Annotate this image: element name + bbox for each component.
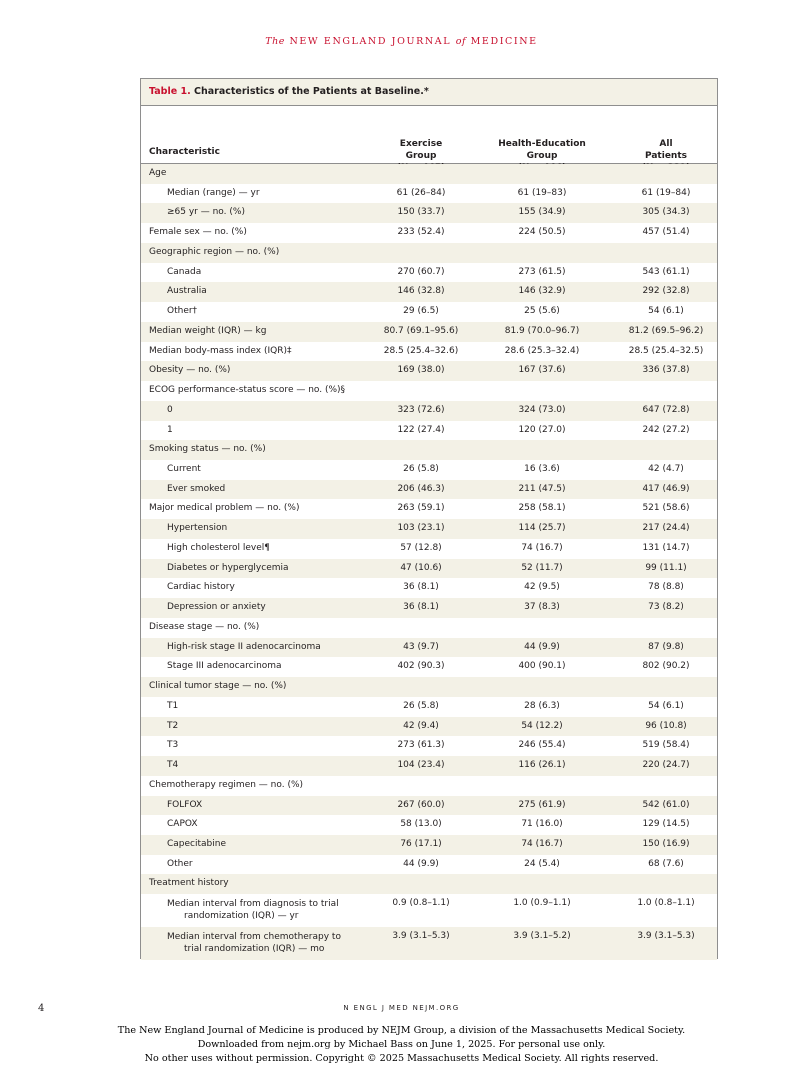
row-label: Capecitabine [167,838,226,849]
column-header-line: Patients [645,151,687,161]
table-row [141,657,717,677]
row-label: Chemotherapy regimen — no. (%) [149,779,304,790]
row-value-health-education: 273 (61.5) [518,266,566,277]
row-value-all-patients: 543 (61.1) [642,266,690,277]
row-value-health-education: 275 (61.9) [518,799,566,810]
row-value-all-patients: 802 (90.2) [642,661,690,672]
table-row [141,342,717,362]
row-label: Depression or anxiety [167,602,266,613]
table-row [141,164,717,184]
row-value-all-patients: 131 (14.7) [642,542,690,553]
row-label: Other [167,858,193,869]
row-label: T1 [167,700,179,711]
row-value-health-education: 74 (16.7) [521,542,563,553]
row-value-exercise: 44 (9.9) [403,858,439,869]
table-row [141,796,717,816]
row-label: Ever smoked [167,483,226,494]
table-row [141,263,717,283]
row-label-line: trial randomization (IQR) — mo [184,944,325,955]
row-label: Geographic region — no. (%) [149,246,280,257]
table-row [141,927,717,960]
row-value-exercise: 61 (26–84) [396,187,446,198]
row-value-all-patients: 457 (51.4) [642,227,690,238]
row-label: T4 [167,760,179,771]
table-row [141,894,717,927]
row-label: CAPOX [167,819,198,830]
row-value-health-education: 116 (26.1) [518,760,566,771]
row-label-line: randomization (IQR) — yr [184,911,299,922]
table-title: Characteristics of the Patients at Baseline.* [194,86,429,97]
row-label [167,898,339,922]
copyright-line: The New England Journal of Medicine is produced by NEJM Group, a division of the Massachusetts Medical Society. [117,1025,686,1036]
row-label: T2 [167,720,179,731]
row-value-exercise: 29 (6.5) [403,306,439,317]
table-row [141,480,717,500]
copyright-line: No other uses without permission. Copyright © 2025 Massachusetts Medical Society. All rights reserved. [144,1053,659,1064]
table-row [141,519,717,539]
row-value-health-education: 61 (19–83) [517,187,567,198]
row-value-exercise: 28.5 (25.4–32.6) [383,345,459,356]
copyright-line: Downloaded from nejm.org by Michael Bass on June 1, 2025. For personal use only. [197,1039,606,1050]
row-value-all-patients: 242 (27.2) [642,424,690,435]
row-value-all-patients: 217 (24.4) [642,523,690,534]
row-label: Age [149,168,167,178]
table-body [141,164,717,960]
row-label: Canada [167,266,202,277]
journal-header-name: NEW ENGLAND JOURNAL [289,36,452,47]
row-label: Australia [167,286,207,297]
row-value-health-education: 167 (37.6) [518,365,566,376]
row-value-exercise: 150 (33.7) [397,207,445,218]
table-row [141,361,717,381]
row-value-exercise: 36 (8.1) [403,602,439,613]
row-value-all-patients: 521 (58.6) [642,503,690,514]
row-value-all-patients: 81.2 (69.5–96.2) [628,325,704,336]
table-row [141,223,717,243]
row-value-all-patients: 54 (6.1) [648,306,684,317]
row-value-all-patients: 150 (16.9) [642,838,690,849]
row-value-all-patients: 292 (32.8) [642,286,690,297]
table-row [141,421,717,441]
row-label: Hypertension [167,523,228,534]
table-row [141,401,717,421]
row-label: High cholesterol level¶ [167,542,270,553]
row-value-health-education: 224 (50.5) [518,227,566,238]
row-label: ≥65 yr — no. (%) [167,207,245,218]
row-value-all-patients: 61 (19–84) [641,187,691,198]
row-value-health-education: 44 (9.9) [524,641,560,652]
row-value-health-education: 74 (16.7) [521,838,563,849]
row-value-exercise: 206 (46.3) [397,483,445,494]
row-label: Smoking status — no. (%) [149,444,266,455]
table-row [141,618,717,638]
row-label: Median weight (IQR) — kg [149,325,267,336]
row-value-exercise: 76 (17.1) [400,838,442,849]
row-label: T3 [167,740,179,751]
row-value-exercise: 0.9 (0.8–1.1) [392,898,450,909]
row-value-exercise: 57 (12.8) [400,542,442,553]
row-value-all-patients: 28.5 (25.4–32.5) [628,345,704,356]
table-row [141,677,717,697]
row-value-health-education: 16 (3.6) [524,464,560,475]
table-row [141,243,717,263]
row-value-health-education: 146 (32.9) [518,286,566,297]
table-column-header [141,106,717,164]
table-row [141,440,717,460]
row-value-health-education: 3.9 (3.1–5.2) [513,931,571,942]
row-value-health-education: 25 (5.6) [524,306,560,317]
row-value-health-education: 1.0 (0.9–1.1) [513,898,571,909]
row-value-all-patients: 336 (37.8) [642,365,690,376]
column-header-characteristic: Characteristic [149,147,220,157]
row-value-all-patients: 87 (9.8) [648,641,684,652]
row-value-all-patients: 129 (14.5) [642,819,690,830]
table-row [141,559,717,579]
column-header-line: Group [405,151,437,161]
page-number: 4 [38,1003,45,1014]
row-label: Cardiac history [167,582,235,593]
row-value-exercise: 36 (8.1) [403,582,439,593]
row-value-all-patients: 68 (7.6) [648,858,684,869]
column-header-line: Exercise [399,139,443,149]
table-row [141,282,717,302]
table-row [141,460,717,480]
table-row [141,499,717,519]
row-label: 1 [167,424,173,435]
row-value-all-patients: 519 (58.4) [642,740,690,751]
table-number: Table 1. [149,86,191,97]
row-label: Disease stage — no. (%) [149,621,260,632]
row-label: Female sex — no. (%) [149,227,247,238]
row-value-exercise: 43 (9.7) [403,641,439,652]
row-value-exercise: 80.7 (69.1–95.6) [383,325,459,336]
row-value-exercise: 47 (10.6) [400,562,442,573]
row-label: ECOG performance-status score — no. (%)§ [149,385,346,396]
table-row [141,874,717,894]
row-value-all-patients: 305 (34.3) [642,207,690,218]
table-row [141,756,717,776]
row-value-health-education: 52 (11.7) [521,562,563,573]
journal-header-of: of [455,36,466,47]
row-value-all-patients: 42 (4.7) [648,464,684,475]
column-header-line: Health-Education [498,139,586,149]
row-value-health-education: 42 (9.5) [524,582,560,593]
row-value-health-education: 37 (8.3) [524,602,560,613]
row-value-all-patients: 3.9 (3.1–5.3) [637,931,695,942]
row-label: FOLFOX [167,799,203,810]
row-value-all-patients: 54 (6.1) [648,700,684,711]
row-value-all-patients: 96 (10.8) [645,720,687,731]
table-row [141,815,717,835]
table-row [141,736,717,756]
row-value-health-education: 155 (34.9) [518,207,566,218]
table-row [141,697,717,717]
row-label: Stage III adenocarcinoma [167,661,282,672]
table-row [141,638,717,658]
row-label: High-risk stage II adenocarcinoma [167,641,321,652]
row-value-exercise: 104 (23.4) [397,760,445,771]
row-value-health-education: 211 (47.5) [518,483,566,494]
table-row [141,539,717,559]
table-row [141,381,717,401]
row-value-exercise: 103 (23.1) [397,523,445,534]
row-label: Obesity — no. (%) [149,365,231,376]
table-row [141,322,717,342]
row-label: Treatment history [149,878,229,889]
row-value-exercise: 26 (5.8) [403,464,439,475]
table-row [141,203,717,223]
row-value-all-patients: 73 (8.2) [648,602,684,613]
row-value-health-education: 28 (6.3) [524,700,560,711]
row-value-exercise: 3.9 (3.1–5.3) [392,931,450,942]
table-row [141,184,717,204]
row-value-health-education: 71 (16.0) [521,819,563,830]
row-value-health-education: 400 (90.1) [518,661,566,672]
row-value-exercise: 169 (38.0) [397,365,445,376]
row-label: Diabetes or hyperglycemia [167,562,289,573]
row-value-all-patients: 220 (24.7) [642,760,690,771]
table-row [141,855,717,875]
footer-citation: N ENGL J MED NEJM.ORG [343,1004,460,1012]
row-value-health-education: 114 (25.7) [518,523,566,534]
row-value-all-patients: 99 (11.1) [645,562,687,573]
row-value-all-patients: 1.0 (0.8–1.1) [637,898,695,909]
table-row [141,717,717,737]
row-label: Median body-mass index (IQR)‡ [149,345,292,356]
row-label: Current [167,464,201,475]
table-row [141,776,717,796]
row-value-exercise: 323 (72.6) [397,404,445,415]
journal-header-the: The [265,36,285,47]
row-value-exercise: 273 (61.3) [397,740,445,751]
row-value-exercise: 263 (59.1) [397,503,445,514]
journal-header [0,36,803,47]
row-label: Other† [167,306,198,317]
baseline-table [140,78,718,959]
row-value-exercise: 122 (27.4) [397,424,445,435]
row-value-exercise: 26 (5.8) [403,700,439,711]
row-value-exercise: 146 (32.8) [397,286,445,297]
row-label: Clinical tumor stage — no. (%) [149,681,287,692]
row-value-exercise: 267 (60.0) [397,799,445,810]
table-row [141,578,717,598]
row-value-exercise: 233 (52.4) [397,227,445,238]
row-value-health-education: 120 (27.0) [518,424,566,435]
row-value-exercise: 402 (90.3) [397,661,445,672]
row-value-health-education: 28.6 (25.3–32.4) [504,345,580,356]
row-value-health-education: 258 (58.1) [518,503,566,514]
row-value-health-education: 246 (55.4) [518,740,566,751]
row-label: Major medical problem — no. (%) [149,503,300,514]
table-row [141,835,717,855]
row-value-exercise: 58 (13.0) [400,819,442,830]
row-label [167,931,341,955]
table-title-bar [141,79,717,106]
column-header-line: Group [526,151,558,161]
row-value-exercise: 42 (9.4) [403,720,439,731]
column-header-line: All [659,139,673,149]
row-label-line: Median interval from chemotherapy to [167,932,341,943]
table-row [141,598,717,618]
copyright-notice [0,1024,803,1066]
table-row [141,302,717,322]
row-label: Median (range) — yr [167,187,260,198]
row-value-all-patients: 417 (46.9) [642,483,690,494]
row-value-all-patients: 647 (72.8) [642,404,690,415]
row-value-health-education: 81.9 (70.0–96.7) [504,325,580,336]
row-label: 0 [167,404,173,415]
journal-header-medicine: MEDICINE [470,36,538,47]
row-value-all-patients: 542 (61.0) [642,799,690,810]
row-value-all-patients: 78 (8.8) [648,582,684,593]
row-value-health-education: 24 (5.4) [524,858,560,869]
row-value-health-education: 54 (12.2) [521,720,563,731]
row-value-exercise: 270 (60.7) [397,266,445,277]
row-value-health-education: 324 (73.0) [518,404,566,415]
row-label-line: Median interval from diagnosis to trial [167,899,339,910]
